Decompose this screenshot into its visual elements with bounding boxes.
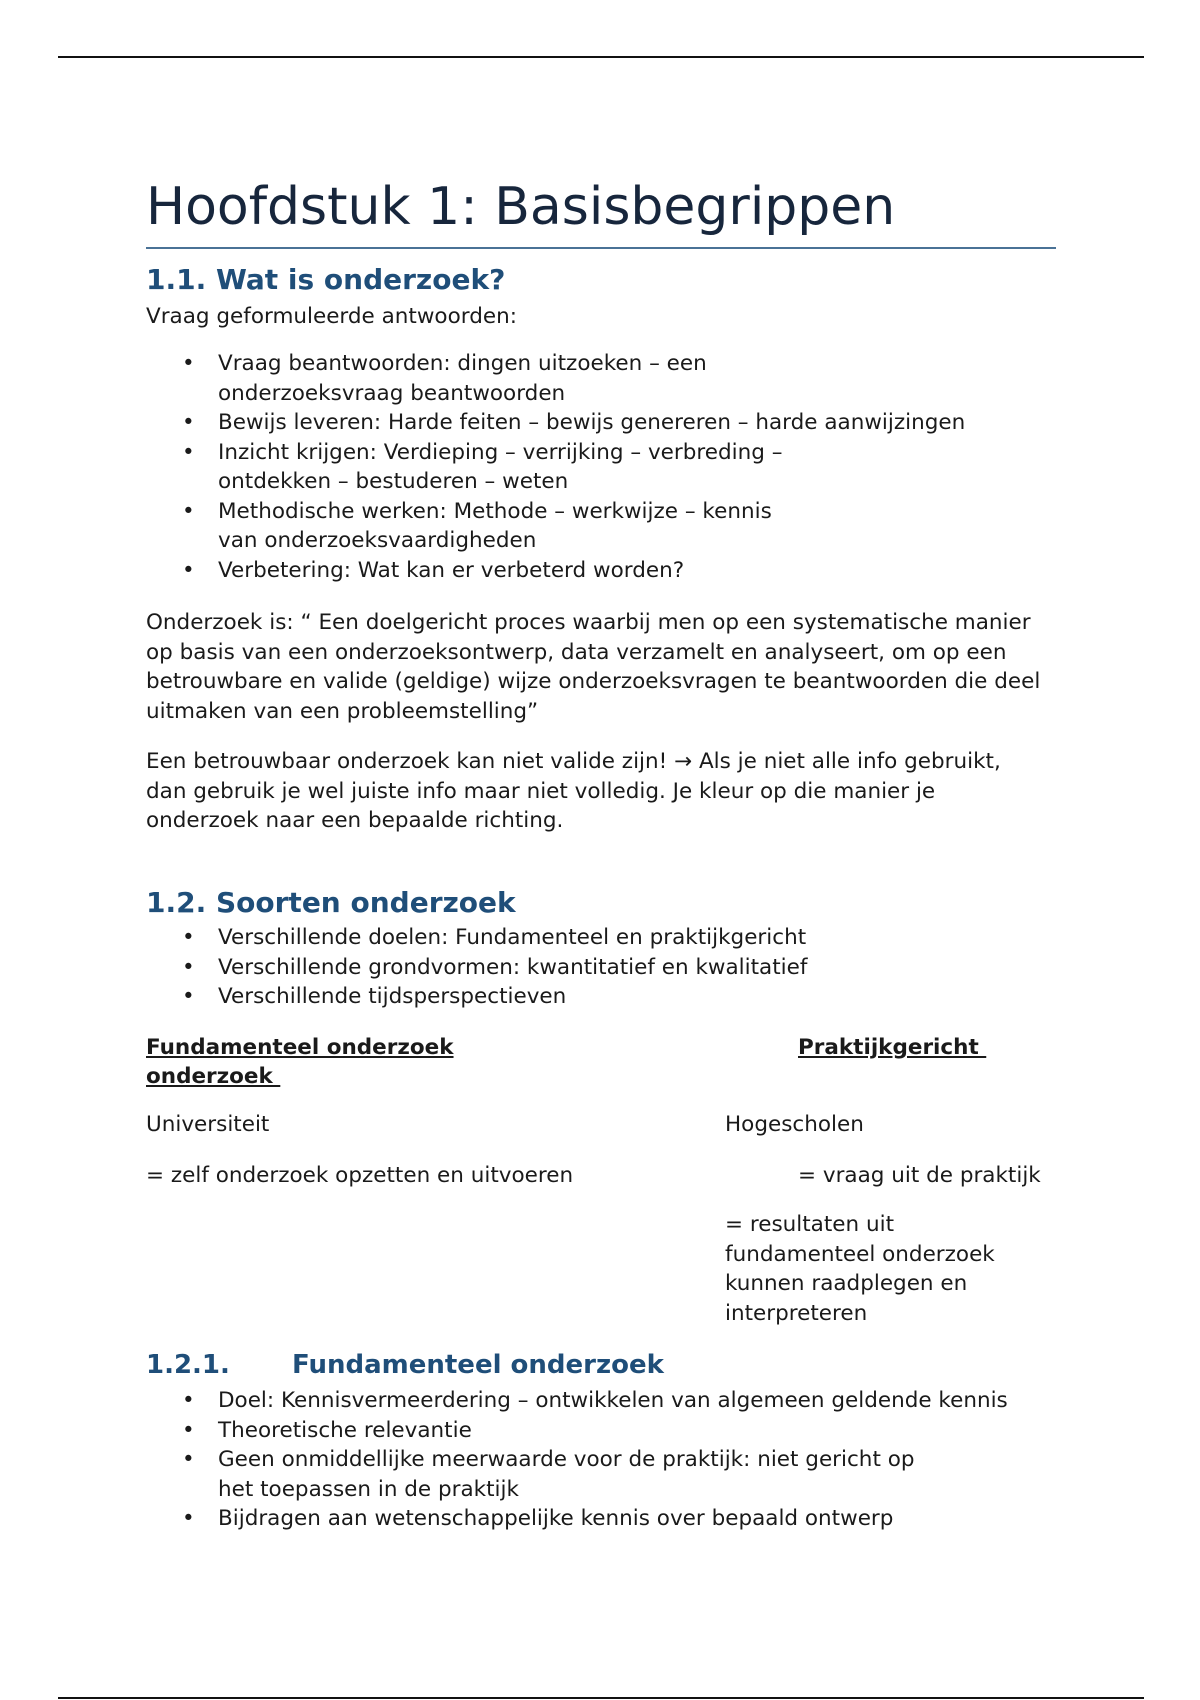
footer-rule xyxy=(58,1697,1144,1699)
list-item: • Verschillende doelen: Fundamenteel en praktijkgericht xyxy=(146,923,1046,953)
list-item: • Verschillende tijdsperspectieven xyxy=(146,982,1046,1012)
list-item: • Verschillende grondvormen: kwantitatief en kwalitatief xyxy=(146,953,1046,983)
practice-description: = vraag uit de praktijk xyxy=(798,1163,1041,1188)
list-item: • Inzicht krijgen: Verdieping – verrijking – verbreding – ontdekken – bestuderen – weten xyxy=(146,438,1046,497)
list-item: • Geen onmiddellijke meerwaarde voor de praktijk: niet gericht op het toepassen in de praktijk xyxy=(146,1445,1046,1504)
fundamental-description: = zelf onderzoek opzetten en uitvoeren xyxy=(146,1163,574,1188)
list-item: • Theoretische relevantie xyxy=(146,1416,1046,1446)
section-heading-1-2: 1.2. Soorten onderzoek xyxy=(146,886,516,919)
fundamental-column-header-continued: onderzoek xyxy=(146,1064,281,1089)
section-heading-1-1: 1.1. Wat is onderzoek? xyxy=(146,263,506,296)
list-item: • Verbetering: Wat kan er verbeterd worden? xyxy=(146,556,1046,586)
chapter-title: Hoofdstuk 1: Basisbegrippen xyxy=(146,175,1056,249)
list-item: • Bijdragen aan wetenschappelijke kennis over bepaald ontwerp xyxy=(146,1504,1046,1534)
research-definition: Onderzoek is: “ Een doelgericht proces waarbij men op een systematische manier op basis van een onderzoeksontwerp, data verzamelt en analyseert, om op een betrouwbare en valide (geldige) wijze onderzoeksvragen te beantwoorden die deel uitmaken van een probleemstelling” xyxy=(146,610,1041,724)
fundamental-institution: Universiteit xyxy=(146,1112,270,1137)
reliability-note: Een betrouwbaar onderzoek kan niet valide zijn! → Als je niet alle info gebruikt, dan gebruik je wel juiste info maar niet volledig. Je kleur op die manier je onderzoek naar een bepaalde richting. xyxy=(146,749,1001,833)
header-rule xyxy=(58,56,1144,58)
practice-institution: Hogescholen xyxy=(725,1112,864,1137)
practice-column-header: Praktijkgericht xyxy=(798,1035,987,1060)
section-1-1-intro: Vraag geformuleerde antwoorden: xyxy=(146,304,517,329)
fundamental-column-header: Fundamenteel onderzoek xyxy=(146,1035,454,1060)
section-1-2-bullet-list xyxy=(146,923,1046,1012)
list-item: • Doel: Kennisvermeerdering – ontwikkelen van algemeen geldende kennis xyxy=(146,1386,1046,1416)
section-title: Fundamenteel onderzoek xyxy=(292,1350,664,1380)
section-number: 1.2.1. xyxy=(146,1350,230,1380)
list-item: • Methodische werken: Methode – werkwijze – kennis van onderzoeksvaardigheden xyxy=(146,497,1046,556)
list-item: • Vraag beantwoorden: dingen uitzoeken – een onderzoeksvraag beantwoorden xyxy=(146,349,1046,408)
list-item: • Bewijs leveren: Harde feiten – bewijs genereren – harde aanwijzingen xyxy=(146,408,1046,438)
practice-results: = resultaten uit fundamenteel onderzoek kunnen raadplegen en interpreteren xyxy=(725,1212,995,1326)
section-1-1-bullet-list xyxy=(146,349,1046,585)
section-heading-1-2-1 xyxy=(146,1349,664,1381)
section-1-2-1-bullet-list xyxy=(146,1386,1046,1534)
